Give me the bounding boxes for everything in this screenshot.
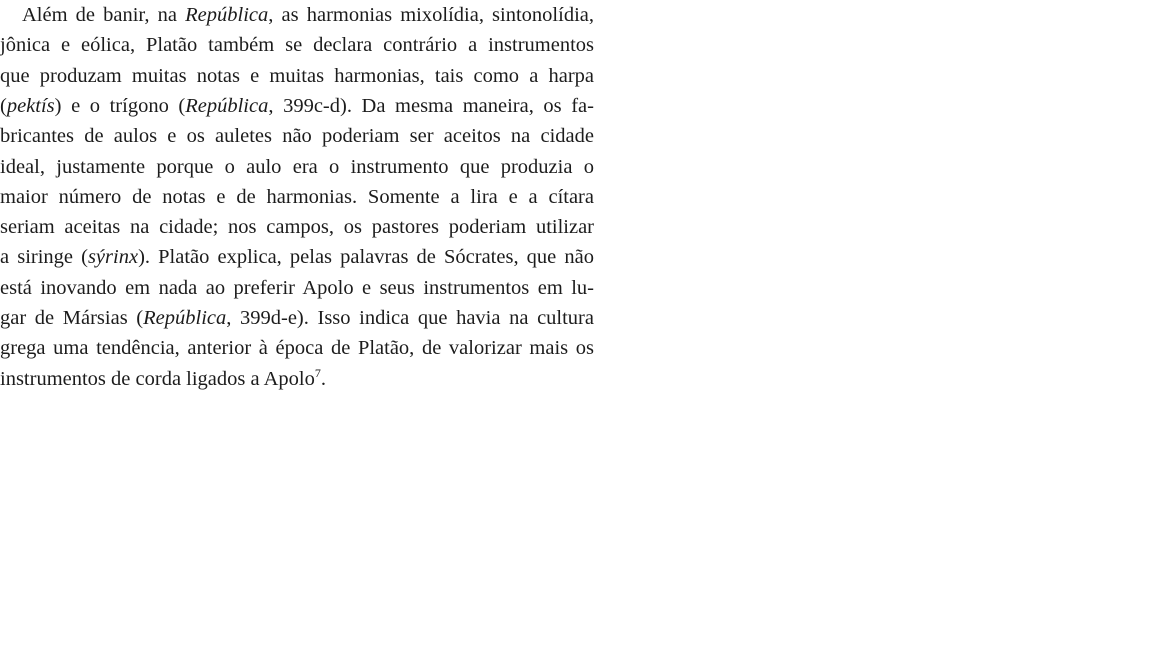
footnote-marker: 7 — [314, 365, 321, 380]
text-span: seriam aceitas na cidade; nos campos, os pastores poderiam utilizar — [0, 216, 594, 239]
text-span: a siringe ( — [0, 246, 88, 269]
text-span: , 399d-e). Isso indica que havia na cultura — [226, 307, 594, 329]
text-span: bricantes de aulos e os auletes não poderiam ser aceitos na cidade — [0, 125, 594, 148]
text-span: ( — [0, 94, 7, 117]
text-line — [0, 121, 594, 151]
text-span: , as harmonias mixolídia, sintonolídia, — [268, 4, 594, 26]
text-span: que produzam muitas notas e muitas harmonias, tais como a harpa — [0, 64, 594, 87]
text-span: , 399c-d). Da mesma maneira, os fa- — [268, 94, 594, 117]
text-span: ) e o trígono ( — [54, 94, 186, 117]
text-line — [0, 242, 594, 272]
text-span: ). Platão explica, pelas palavras de Sócrates, que não — [138, 246, 594, 269]
text-line — [0, 333, 594, 363]
text-line — [0, 364, 594, 394]
text-line — [0, 30, 594, 60]
text-line — [0, 61, 594, 91]
text-line — [0, 182, 594, 212]
text-span: maior número de notas e de harmonias. Somente a lira e a cítara — [0, 185, 594, 208]
italic-term: pektís — [6, 94, 55, 117]
text-line — [0, 273, 594, 303]
text-line — [0, 152, 594, 182]
text-span: . — [320, 367, 326, 390]
text-span: Além de banir, na — [22, 4, 186, 26]
italic-term: República — [143, 307, 227, 329]
text-line — [0, 212, 594, 242]
text-span: ideal, justamente porque o aulo era o instrumento que produzia o — [0, 155, 594, 178]
text-line — [0, 91, 594, 121]
text-line — [22, 0, 594, 30]
text-line — [0, 303, 594, 333]
text-span: gar de Mársias ( — [0, 307, 144, 329]
italic-term: sýrinx — [87, 246, 139, 269]
text-span: instrumentos de corda ligados a Apolo — [0, 367, 315, 390]
text-span: está inovando em nada ao preferir Apolo e seus instrumentos em lu- — [0, 276, 594, 299]
text-span: jônica e eólica, Platão também se declara contrário a instrumentos — [0, 34, 594, 57]
italic-term: República — [185, 94, 269, 117]
italic-term: República — [185, 4, 269, 26]
text-span: grega uma tendência, anterior à época de Platão, de valorizar mais os — [0, 337, 594, 360]
